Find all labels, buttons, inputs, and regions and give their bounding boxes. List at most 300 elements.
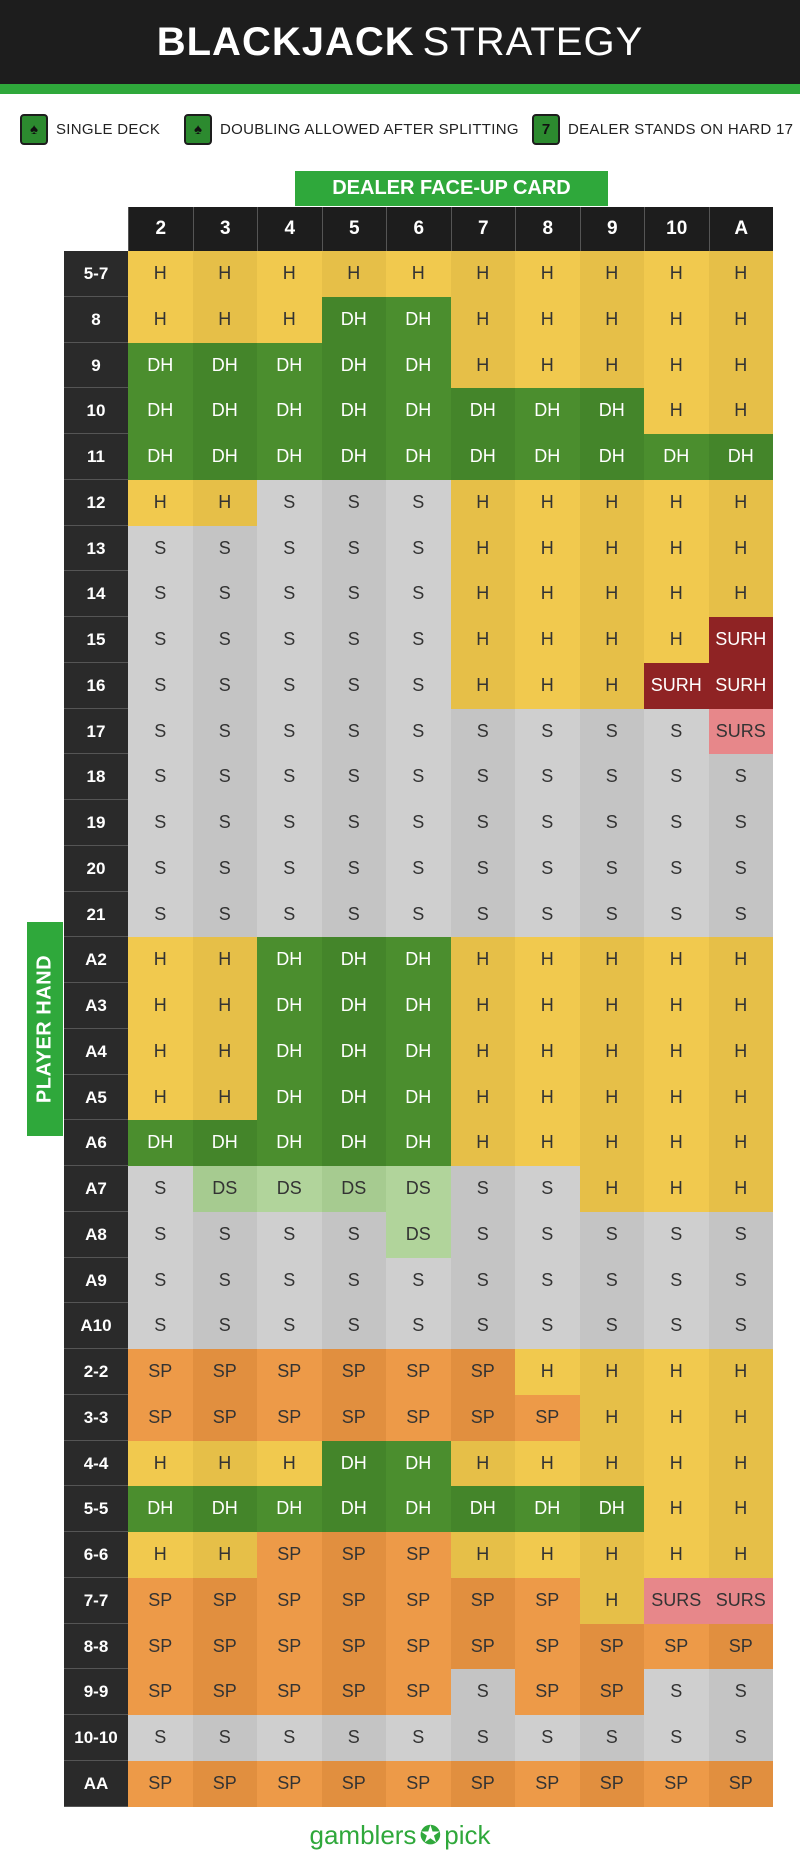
strategy-cell: S xyxy=(515,1212,580,1258)
strategy-cell: S xyxy=(193,617,258,663)
strategy-cell: SP xyxy=(193,1624,258,1670)
strategy-cell: S xyxy=(128,709,193,755)
player-hand-label-cell: A2 xyxy=(64,937,128,983)
strategy-cell: H xyxy=(515,480,580,526)
strategy-cell: H xyxy=(709,1395,774,1441)
strategy-cell: DH xyxy=(322,388,387,434)
rule-das xyxy=(184,113,519,145)
spade-card-icon: ♠ xyxy=(20,114,48,145)
strategy-cell: H xyxy=(451,1532,516,1578)
player-hand-label-cell: 9-9 xyxy=(64,1669,128,1715)
strategy-cell: H xyxy=(709,571,774,617)
strategy-cell: H xyxy=(515,1532,580,1578)
strategy-cell: H xyxy=(644,983,709,1029)
strategy-cell: SP xyxy=(386,1624,451,1670)
strategy-cell: DH xyxy=(451,434,516,480)
strategy-cell: H xyxy=(193,937,258,983)
strategy-cell: H xyxy=(515,1349,580,1395)
strategy-cell: S xyxy=(193,892,258,938)
strategy-cell: H xyxy=(709,251,774,297)
strategy-cell: H xyxy=(128,297,193,343)
gamblers-pick-logo: gamblers ✪ pick xyxy=(309,1820,491,1850)
strategy-cell: SP xyxy=(257,1761,322,1807)
strategy-cell: S xyxy=(257,663,322,709)
strategy-cell: S xyxy=(580,709,645,755)
strategy-cell: S xyxy=(451,1303,516,1349)
strategy-cell: H xyxy=(515,1441,580,1487)
strategy-cell: H xyxy=(451,480,516,526)
strategy-cell: H xyxy=(580,617,645,663)
strategy-cell: S xyxy=(580,1303,645,1349)
dealer-card-header: 4 xyxy=(257,207,322,251)
strategy-cell: SP xyxy=(580,1669,645,1715)
strategy-cell: DH xyxy=(515,434,580,480)
strategy-cell: SP xyxy=(386,1395,451,1441)
player-hand-label-cell: 8-8 xyxy=(64,1624,128,1670)
strategy-cell: H xyxy=(128,480,193,526)
strategy-cell: SP xyxy=(515,1669,580,1715)
player-hand-label-cell: 17 xyxy=(64,709,128,755)
strategy-cell: S xyxy=(386,617,451,663)
strategy-cell: DH xyxy=(322,1120,387,1166)
strategy-cell: DH xyxy=(257,1486,322,1532)
player-hand-label-cell: A7 xyxy=(64,1166,128,1212)
strategy-cell: S xyxy=(128,1303,193,1349)
strategy-cell: DH xyxy=(257,1029,322,1075)
title-bold: BLACKJACK xyxy=(156,20,415,64)
strategy-cell: S xyxy=(128,663,193,709)
strategy-cell: H xyxy=(580,480,645,526)
rule-label: DOUBLING ALLOWED AFTER SPLITTING xyxy=(220,120,519,138)
strategy-cell: DH xyxy=(386,1120,451,1166)
strategy-cell: DS xyxy=(386,1166,451,1212)
strategy-cell: SP xyxy=(580,1624,645,1670)
strategy-cell: H xyxy=(644,343,709,389)
strategy-cell: S xyxy=(128,526,193,572)
strategy-cell: S xyxy=(193,1258,258,1304)
strategy-cell: DH xyxy=(322,1441,387,1487)
strategy-cell: SP xyxy=(451,1761,516,1807)
strategy-cell: DH xyxy=(515,388,580,434)
strategy-cell: H xyxy=(515,1075,580,1121)
strategy-cell: S xyxy=(386,1715,451,1761)
strategy-cell: DH xyxy=(322,434,387,480)
strategy-cell: S xyxy=(386,480,451,526)
strategy-cell: DH xyxy=(644,434,709,480)
strategy-cell: H xyxy=(128,983,193,1029)
strategy-cell: H xyxy=(386,251,451,297)
strategy-cell: DH xyxy=(322,297,387,343)
strategy-cell: H xyxy=(128,1075,193,1121)
strategy-cell: S xyxy=(709,1669,774,1715)
strategy-cell: DS xyxy=(322,1166,387,1212)
strategy-cell: SP xyxy=(193,1761,258,1807)
strategy-cell: SP xyxy=(193,1349,258,1395)
player-hand-label-cell: 20 xyxy=(64,846,128,892)
player-hand-label-cell: A5 xyxy=(64,1075,128,1121)
strategy-cell: DH xyxy=(386,297,451,343)
strategy-cell: H xyxy=(644,1532,709,1578)
strategy-cell: SURH xyxy=(709,663,774,709)
strategy-cell: S xyxy=(644,754,709,800)
strategy-cell: H xyxy=(580,1120,645,1166)
strategy-cell: H xyxy=(709,1486,774,1532)
strategy-cell: SP xyxy=(257,1395,322,1441)
strategy-cell: S xyxy=(322,709,387,755)
strategy-cell: S xyxy=(451,754,516,800)
strategy-cell: S xyxy=(193,1212,258,1258)
strategy-cell: SP xyxy=(709,1624,774,1670)
strategy-cell: H xyxy=(515,983,580,1029)
strategy-cell: S xyxy=(128,846,193,892)
strategy-cell: H xyxy=(451,1029,516,1075)
player-hand-label-cell: 8 xyxy=(64,297,128,343)
strategy-cell: SP xyxy=(322,1624,387,1670)
strategy-cell: DH xyxy=(257,1075,322,1121)
strategy-cell: H xyxy=(515,617,580,663)
strategy-cell: S xyxy=(709,754,774,800)
strategy-cell: S xyxy=(709,892,774,938)
strategy-cell: S xyxy=(644,1715,709,1761)
dealer-card-header: 7 xyxy=(451,207,516,251)
strategy-cell: SP xyxy=(386,1669,451,1715)
strategy-cell: SP xyxy=(257,1624,322,1670)
strategy-cell: H xyxy=(580,983,645,1029)
strategy-cell: SP xyxy=(515,1578,580,1624)
strategy-cell: SP xyxy=(322,1532,387,1578)
strategy-cell: S xyxy=(193,526,258,572)
strategy-cell: H xyxy=(644,1486,709,1532)
strategy-cell: H xyxy=(451,1441,516,1487)
strategy-cell: H xyxy=(451,1075,516,1121)
strategy-cell: S xyxy=(128,617,193,663)
strategy-cell: SP xyxy=(128,1624,193,1670)
strategy-cell: DH xyxy=(128,1120,193,1166)
player-hand-label-cell: 14 xyxy=(64,571,128,617)
title-light: STRATEGY xyxy=(422,20,644,64)
strategy-cell: S xyxy=(193,754,258,800)
strategy-cell: S xyxy=(257,617,322,663)
strategy-cell: SURS xyxy=(709,709,774,755)
strategy-cell: H xyxy=(515,571,580,617)
strategy-cell: S xyxy=(451,892,516,938)
strategy-cell: H xyxy=(193,1441,258,1487)
strategy-cell: H xyxy=(193,1532,258,1578)
strategy-cell: SP xyxy=(386,1761,451,1807)
strategy-cell: S xyxy=(128,1258,193,1304)
strategy-cell: DS xyxy=(257,1166,322,1212)
strategy-cell: H xyxy=(515,251,580,297)
player-hand-label-cell: 4-4 xyxy=(64,1441,128,1487)
strategy-cell: S xyxy=(322,892,387,938)
strategy-cell: H xyxy=(580,1166,645,1212)
strategy-cell: S xyxy=(257,480,322,526)
strategy-cell: S xyxy=(709,846,774,892)
strategy-cell: DH xyxy=(257,388,322,434)
player-hand-label-cell: 6-6 xyxy=(64,1532,128,1578)
strategy-cell: S xyxy=(257,709,322,755)
strategy-cell: DH xyxy=(257,937,322,983)
strategy-cell: DH xyxy=(257,343,322,389)
strategy-cell: DH xyxy=(580,434,645,480)
strategy-cell: H xyxy=(451,343,516,389)
page-title xyxy=(0,20,800,65)
strategy-cell: S xyxy=(322,1258,387,1304)
strategy-cell: S xyxy=(257,846,322,892)
strategy-cell: S xyxy=(257,1303,322,1349)
strategy-cell: S xyxy=(386,1303,451,1349)
player-hand-label-cell: A8 xyxy=(64,1212,128,1258)
strategy-cell: SP xyxy=(257,1669,322,1715)
strategy-cell: H xyxy=(644,1029,709,1075)
strategy-cell: H xyxy=(580,526,645,572)
strategy-cell: DH xyxy=(386,1029,451,1075)
player-hand-label-cell: A6 xyxy=(64,1120,128,1166)
strategy-cell: H xyxy=(709,297,774,343)
strategy-cell: H xyxy=(709,937,774,983)
strategy-cell: S xyxy=(257,892,322,938)
strategy-cell: S xyxy=(322,571,387,617)
dealer-card-header: 8 xyxy=(515,207,580,251)
strategy-cell: SP xyxy=(451,1349,516,1395)
strategy-cell: DH xyxy=(322,1029,387,1075)
strategy-cell: DS xyxy=(386,1212,451,1258)
strategy-cell: SP xyxy=(128,1578,193,1624)
strategy-cell: DH xyxy=(386,937,451,983)
strategy-cell: H xyxy=(709,983,774,1029)
strategy-cell: H xyxy=(709,1075,774,1121)
strategy-cell: H xyxy=(580,1075,645,1121)
strategy-cell: S xyxy=(193,846,258,892)
strategy-cell: H xyxy=(193,1075,258,1121)
strategy-cell: S xyxy=(257,1715,322,1761)
strategy-cell: DH xyxy=(386,388,451,434)
strategy-cell: S xyxy=(322,846,387,892)
strategy-cell: H xyxy=(515,1120,580,1166)
player-hand-label: PLAYER HAND xyxy=(33,954,56,1104)
strategy-cell: S xyxy=(386,571,451,617)
strategy-cell: H xyxy=(709,1349,774,1395)
dealer-card-header: 3 xyxy=(193,207,258,251)
strategy-cell: H xyxy=(580,663,645,709)
strategy-cell: S xyxy=(451,709,516,755)
strategy-cell: S xyxy=(451,1715,516,1761)
strategy-cell: SP xyxy=(193,1669,258,1715)
strategy-cell: S xyxy=(128,892,193,938)
strategy-cell: DH xyxy=(386,1075,451,1121)
strategy-cell: S xyxy=(257,1212,322,1258)
strategy-cell: DH xyxy=(193,1486,258,1532)
strategy-cell: SP xyxy=(515,1395,580,1441)
strategy-cell: H xyxy=(193,251,258,297)
strategy-cell: SP xyxy=(580,1761,645,1807)
strategy-cell: DH xyxy=(322,343,387,389)
strategy-cell: H xyxy=(580,937,645,983)
strategy-cell: DH xyxy=(128,343,193,389)
strategy-cell: DH xyxy=(193,1120,258,1166)
strategy-cell: H xyxy=(709,1120,774,1166)
strategy-cell: S xyxy=(580,1715,645,1761)
strategy-cell: H xyxy=(644,251,709,297)
strategy-cell: DH xyxy=(257,434,322,480)
strategy-cell: H xyxy=(193,1029,258,1075)
strategy-cell: H xyxy=(451,251,516,297)
player-hand-label-cell: 12 xyxy=(64,480,128,526)
strategy-cell: S xyxy=(257,754,322,800)
dealer-card-header: 9 xyxy=(580,207,645,251)
strategy-cell: S xyxy=(128,1715,193,1761)
strategy-cell: H xyxy=(580,1349,645,1395)
strategy-cell: SP xyxy=(386,1578,451,1624)
strategy-cell: S xyxy=(193,1303,258,1349)
strategy-cell: H xyxy=(128,1441,193,1487)
strategy-cell: S xyxy=(709,1212,774,1258)
strategy-cell: S xyxy=(386,800,451,846)
strategy-cell: S xyxy=(322,663,387,709)
strategy-cell: S xyxy=(128,1212,193,1258)
strategy-cell: H xyxy=(257,1441,322,1487)
strategy-cell: H xyxy=(257,297,322,343)
strategy-cell: S xyxy=(386,754,451,800)
strategy-cell: H xyxy=(709,526,774,572)
strategy-cell: DH xyxy=(709,434,774,480)
dealer-card-header: A xyxy=(709,207,774,251)
strategy-cell: H xyxy=(644,297,709,343)
strategy-cell: S xyxy=(451,1669,516,1715)
strategy-cell: H xyxy=(515,297,580,343)
player-hand-label-cell: 15 xyxy=(64,617,128,663)
strategy-cell: H xyxy=(644,388,709,434)
dealer-card-header: 5 xyxy=(322,207,387,251)
player-hand-label-cell: 3-3 xyxy=(64,1395,128,1441)
strategy-cell: S xyxy=(193,571,258,617)
strategy-cell: H xyxy=(451,571,516,617)
strategy-cell: S xyxy=(580,754,645,800)
strategy-cell: S xyxy=(386,709,451,755)
strategy-cell: H xyxy=(515,343,580,389)
strategy-cell: SP xyxy=(322,1349,387,1395)
strategy-cell: S xyxy=(322,754,387,800)
strategy-cell: S xyxy=(386,846,451,892)
strategy-cell: SURH xyxy=(644,663,709,709)
strategy-cell: S xyxy=(322,800,387,846)
strategy-cell: S xyxy=(322,526,387,572)
seven-card-icon: 7 xyxy=(532,114,560,145)
player-hand-label-cell: A4 xyxy=(64,1029,128,1075)
strategy-cell: S xyxy=(644,1258,709,1304)
strategy-cell: H xyxy=(644,1120,709,1166)
strategy-cell: SP xyxy=(451,1578,516,1624)
strategy-cell: H xyxy=(644,617,709,663)
strategy-cell: S xyxy=(644,892,709,938)
strategy-cell: S xyxy=(709,1715,774,1761)
strategy-cell: SP xyxy=(515,1624,580,1670)
strategy-cell: S xyxy=(515,1258,580,1304)
strategy-cell: S xyxy=(709,1258,774,1304)
strategy-cell: S xyxy=(580,892,645,938)
strategy-cell: S xyxy=(515,892,580,938)
strategy-cell: H xyxy=(580,571,645,617)
strategy-cell: SP xyxy=(386,1349,451,1395)
strategy-cell: H xyxy=(709,1441,774,1487)
strategy-cell: DH xyxy=(128,388,193,434)
strategy-cell: S xyxy=(644,1669,709,1715)
strategy-cell: SP xyxy=(128,1669,193,1715)
strategy-cell: H xyxy=(580,1578,645,1624)
strategy-cell: S xyxy=(644,1212,709,1258)
strategy-cell: SP xyxy=(709,1761,774,1807)
strategy-cell: H xyxy=(644,526,709,572)
strategy-cell: H xyxy=(451,663,516,709)
strategy-cell: H xyxy=(644,1349,709,1395)
rule-label: DEALER STANDS ON HARD 17 xyxy=(568,120,794,138)
strategy-cell: S xyxy=(193,1715,258,1761)
strategy-cell: S xyxy=(128,571,193,617)
strategy-cell: SP xyxy=(322,1578,387,1624)
strategy-cell: S xyxy=(451,1258,516,1304)
strategy-cell: DH xyxy=(515,1486,580,1532)
strategy-cell: H xyxy=(580,1532,645,1578)
strategy-cell: DH xyxy=(580,1486,645,1532)
strategy-cell: SP xyxy=(257,1578,322,1624)
strategy-cell: H xyxy=(193,297,258,343)
strategy-cell: H xyxy=(709,1166,774,1212)
strategy-cell: DH xyxy=(386,1441,451,1487)
player-hand-label-cell: 2-2 xyxy=(64,1349,128,1395)
strategy-cell: H xyxy=(709,343,774,389)
strategy-cell: DH xyxy=(322,1486,387,1532)
strategy-cell: H xyxy=(644,1441,709,1487)
strategy-cell: H xyxy=(128,1532,193,1578)
strategy-cell: S xyxy=(322,480,387,526)
strategy-cell: H xyxy=(644,571,709,617)
strategy-cell: S xyxy=(257,526,322,572)
strategy-cell: S xyxy=(580,846,645,892)
strategy-cell: DH xyxy=(580,388,645,434)
strategy-cell: SP xyxy=(128,1395,193,1441)
strategy-cell: H xyxy=(451,937,516,983)
strategy-cell: H xyxy=(580,1395,645,1441)
strategy-cell: DH xyxy=(322,1075,387,1121)
strategy-cell: S xyxy=(515,1166,580,1212)
strategy-cell: SP xyxy=(128,1349,193,1395)
strategy-cell: S xyxy=(193,800,258,846)
player-hand-label-cell: 11 xyxy=(64,434,128,480)
strategy-cell: S xyxy=(644,846,709,892)
strategy-cell: H xyxy=(193,480,258,526)
strategy-cell: SURS xyxy=(709,1578,774,1624)
strategy-cell: S xyxy=(193,709,258,755)
strategy-cell: H xyxy=(580,1441,645,1487)
strategy-cell: S xyxy=(322,1715,387,1761)
strategy-cell: DH xyxy=(193,434,258,480)
strategy-cell: H xyxy=(644,1166,709,1212)
strategy-cell: S xyxy=(386,1258,451,1304)
strategy-cell: SP xyxy=(322,1761,387,1807)
strategy-cell: DH xyxy=(128,1486,193,1532)
strategy-cell: H xyxy=(709,480,774,526)
strategy-cell: S xyxy=(257,800,322,846)
strategy-cell: S xyxy=(451,1212,516,1258)
strategy-cell: H xyxy=(644,937,709,983)
strategy-cell: S xyxy=(515,754,580,800)
strategy-cell: H xyxy=(709,1532,774,1578)
player-hand-label-cell: 19 xyxy=(64,800,128,846)
dealer-card-header: 2 xyxy=(128,207,193,251)
strategy-cell: DH xyxy=(193,388,258,434)
player-hand-label-cell: 5-7 xyxy=(64,251,128,297)
player-hand-label-cell: 5-5 xyxy=(64,1486,128,1532)
